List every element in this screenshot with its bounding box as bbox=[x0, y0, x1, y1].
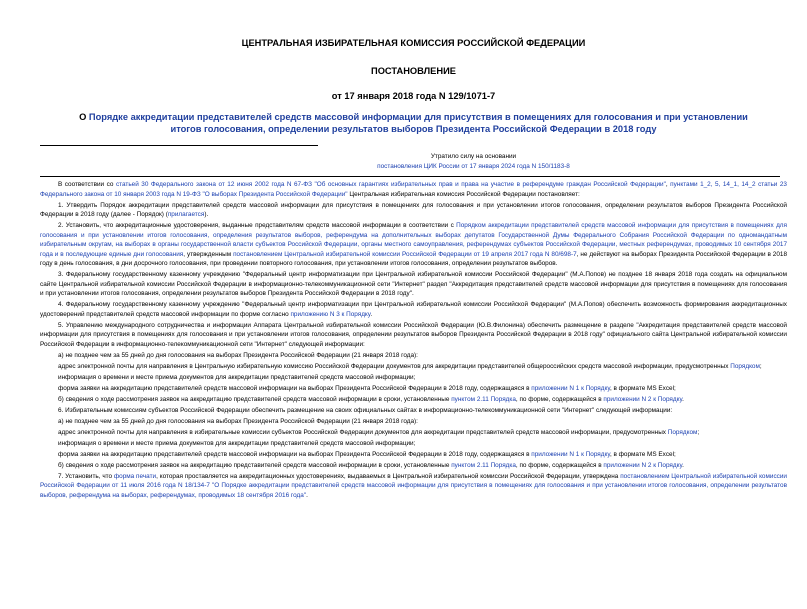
legal-reference-link[interactable]: приложении N 1 к Порядку bbox=[531, 384, 610, 392]
repeal-note-link[interactable]: постановления ЦИК России от 17 января 2024 года N 150/1183-8 bbox=[377, 163, 570, 170]
paragraph-text: форма заявки на аккредитацию представителей средств массовой информации на выборах Президента Российской Федерации в 2018 году, содержащаяся в bbox=[58, 450, 532, 458]
paragraph-text: , bbox=[665, 181, 671, 188]
paragraph-text: , не действуют на выборах Президента Российской Федерации в 2018 году в день голосования, в дни досрочного голосования, при проведении повторного голосования, при установлении итогов голосования, определении результатов выборов. bbox=[40, 250, 788, 267]
paragraph bbox=[40, 395, 787, 405]
paragraph bbox=[40, 362, 787, 372]
issuing-authority: ЦЕНТРАЛЬНАЯ ИЗБИРАТЕЛЬНАЯ КОМИССИЯ РОССИЙСКОЙ ФЕДЕРАЦИИ bbox=[241, 38, 586, 48]
paragraph bbox=[40, 221, 787, 269]
paragraph-text: , в формате MS Excel; bbox=[609, 450, 676, 458]
paragraph-text: а) не позднее чем за 55 дней до дня голосования на выборах Президента Российской Федерации (21 января 2018 года): bbox=[58, 417, 418, 425]
paragraph bbox=[40, 472, 787, 501]
paragraph-text: б) сведения о ходе рассмотрения заявок на аккредитацию представителей средств массовой информации в сроки, установленные bbox=[58, 461, 452, 469]
paragraph-text: ). bbox=[204, 211, 209, 218]
paragraph-text: ; bbox=[759, 362, 762, 370]
paragraph-text: информация о времени и месте приема документов для аккредитации представителей средств массовой информации; bbox=[58, 439, 416, 447]
legal-reference-link[interactable]: пунктами 1_2, 5, 14_1, 14_2 статьи 23 Федерального закона от 10 января 2003 года N 19-ФЗ "О выборах Президента Российской Федерации" bbox=[40, 181, 787, 198]
legal-reference-link[interactable]: постановлением Центральной избирательной комиссии Российской Федерации от 19 апреля 2017 года N 80/698-7 bbox=[233, 250, 577, 258]
title-prefix: О bbox=[79, 112, 89, 122]
paragraph-text: . bbox=[370, 310, 373, 318]
paragraph bbox=[40, 450, 787, 460]
paragraph-text: 4. Федеральному государственному казенному учреждению "Федеральный центр информатизации при Центральной избирательной комиссии Российской Федерации" (М.А.Попов) обеспечить возможность формирования аккредитационных удостоверений представителей средств массовой информации по форме согласно bbox=[40, 301, 787, 318]
paragraph bbox=[40, 321, 787, 350]
legal-reference-link[interactable]: форма печати bbox=[113, 472, 157, 480]
paragraph bbox=[40, 373, 787, 383]
title-divider bbox=[40, 145, 318, 146]
paragraph bbox=[40, 428, 787, 438]
document-type: ПОСТАНОВЛЕНИЕ bbox=[371, 66, 456, 76]
paragraph-text: 6. Избирательным комиссиям субъектов Российской Федерации обеспечить размещение на своих официальных сайтах в информационно-телекоммуникационной сети "Интернет" следующей информации: bbox=[58, 406, 673, 414]
paragraph-text: 3. Федеральному государственному казенному учреждению "Федеральный центр информатизации при Центральной избирательной комиссии Российской Федерации" (М.А.Попов) не позднее 18 января 2018 года создать на официальном сайте Центральной избирательной комиссии Российской Федерации в информационно-телекоммуникационной сети "Интернет" раздел "Аккредитация представителей средств массовой информации для присутствия в помещениях для голосования и при установлении итогов голосования, определении результатов выборов Президента Российской Федерации в 2018 году". bbox=[40, 271, 787, 297]
paragraph bbox=[40, 351, 787, 361]
legal-reference-link[interactable]: пунктом 2.11 Порядка bbox=[451, 461, 516, 469]
paragraph-text: , утвержденным bbox=[183, 250, 234, 258]
legal-reference-link[interactable]: Порядком аккредитации представителей средств массовой информации для присутствия в помещениях для голосования и при установлении итогов голосования, определения результатов выборов, референдума на дополнительных выборах депутатов Государственной Думы Федерального Собрания Российской Федерации по одномандатным избирательным округам, на выборах в органы государственной власти субъектов Российской Федерации, органы местного самоуправления, референдумах субъектов Российской Федерации, местных референдумах, проводимых 10 сентября 2017 года и в последующие единые дни голосования bbox=[40, 222, 787, 258]
paragraph bbox=[40, 417, 787, 427]
legal-reference-link[interactable]: приложению N 3 к Порядку bbox=[290, 310, 371, 318]
legal-reference-link[interactable]: приложении N 2 к Порядку bbox=[603, 461, 683, 469]
paragraph-text: . bbox=[682, 461, 684, 469]
legal-reference-link[interactable]: приложении N 2 к Порядку bbox=[603, 395, 683, 403]
paragraph bbox=[40, 384, 787, 394]
legal-reference-link[interactable]: Порядком bbox=[730, 362, 760, 370]
repeal-note bbox=[160, 152, 787, 172]
paragraph-text: 1. Утвердить Порядок аккредитации представителей средств массовой информации для присутствия в помещениях для голосования и при установлении итогов голосования, определении результатов выборов Президента Российской Федерации в 2018 году (далее - Порядок) ( bbox=[40, 201, 787, 218]
title-link[interactable]: Порядке аккредитации представителей средств массовой информации для присутствия в помещениях для голосования и при установлении итогов голосования, определении результатов выборов Президента Российской Федерации в 2018 году bbox=[88, 112, 748, 134]
repeal-note-text: Утратило силу на основании bbox=[430, 153, 517, 160]
paragraph-text: информация о времени и месте приема документов для аккредитации представителей средств массовой информации; bbox=[58, 373, 416, 381]
paragraph bbox=[40, 180, 787, 199]
legal-reference-link[interactable]: Порядком bbox=[667, 428, 698, 436]
body-divider bbox=[40, 176, 780, 177]
legal-reference-link[interactable]: постановлением Центральной избирательной комиссии Российской Федерации от 11 июля 2016 года N 18/134-7 "О Порядке аккредитации представителей средств массовой информации для присутствия в помещениях для голосования и при установлении итогов голосования, определении результатов выборов, референдума на выборах, референдумах, проводимых 18 сентября 2016 года" bbox=[40, 472, 787, 499]
paragraph-text: 7. Установить, что bbox=[58, 472, 114, 480]
paragraph-text: , по форме, содержащейся в bbox=[515, 461, 604, 469]
paragraph-text: 2. Установить, что аккредитационные удостоверения, выданные представителям средств массовой информации в соответствии с bbox=[58, 222, 457, 229]
paragraph-text: а) не позднее чем за 55 дней до дня голосования на выборах Президента Российской Федерации (21 января 2018 года): bbox=[58, 351, 418, 359]
document-title bbox=[40, 111, 787, 135]
paragraph-text: В соответствии со bbox=[58, 181, 116, 188]
paragraph bbox=[40, 461, 787, 471]
paragraph bbox=[40, 201, 787, 220]
paragraph-text: , по форме, содержащейся в bbox=[515, 395, 604, 403]
legal-reference-link[interactable]: прилагается bbox=[167, 211, 205, 218]
paragraph-text: б) сведения о ходе рассмотрения заявок на аккредитацию представителей средств массовой информации в сроки, установленные bbox=[58, 395, 452, 403]
paragraph-text: 5. Управлению международного сотрудничества и информации Аппарата Центральной избирательной комиссии Российской Федерации (Ю.В.Филонина) обеспечить размещение в разделе "Аккредитация представителей средств массовой информации для присутствия в помещениях для голосования и при установлении итогов голосования, определении результатов выборов Президента Российской Федерации в 2018 году" официального сайта Центральной избирательной комиссии Российской Федерации в информационно-телекоммуникационной сети "Интернет" следующей информации: bbox=[40, 321, 787, 348]
paragraph bbox=[40, 270, 787, 299]
paragraph bbox=[40, 439, 787, 449]
legal-reference-link[interactable]: приложении N 1 к Порядку bbox=[531, 450, 610, 458]
legal-reference-link[interactable]: статьей 30 Федерального закона от 12 июня 2002 года N 67-ФЗ "Об основных гарантиях избирательных прав и права на участие в референдуме граждан Российской Федерации" bbox=[115, 181, 666, 188]
paragraph-text: , в формате MS Excel; bbox=[609, 384, 676, 392]
paragraph-text: Центральная избирательная комиссия Российской Федерации постановляет: bbox=[347, 190, 580, 198]
paragraph-text: ; bbox=[697, 428, 700, 436]
legal-reference-link[interactable]: пунктом 2.11 Порядка bbox=[451, 395, 516, 403]
document-body bbox=[40, 180, 787, 500]
paragraph bbox=[40, 406, 787, 416]
paragraph-text: . bbox=[682, 395, 684, 403]
paragraph-text: форма заявки на аккредитацию представителей средств массовой информации на выборах Президента Российской Федерации в 2018 году, содержащаяся в bbox=[58, 384, 532, 392]
paragraph-text: адрес электронной почты для направления в избирательные комиссии субъектов Российской Федерации документов для аккредитации представителей средств массовой информации, предусмотренных bbox=[58, 428, 668, 436]
document-date-number: от 17 января 2018 года N 129/1071-7 bbox=[331, 91, 496, 101]
document-page bbox=[0, 38, 807, 609]
paragraph-text: , которая проставляется на аккредитационных удостоверениях, выдаваемых в Центральной избирательной комиссии Российской Федерации, утверждена bbox=[156, 472, 621, 480]
paragraph bbox=[40, 300, 787, 319]
paragraph-text: адрес электронной почты для направления в Центральную избирательную комиссию Российской Федерации документов для аккредитации представителей общероссийских средств массовой информации, предусмотренных bbox=[58, 362, 731, 370]
paragraph-text: . bbox=[306, 491, 308, 499]
